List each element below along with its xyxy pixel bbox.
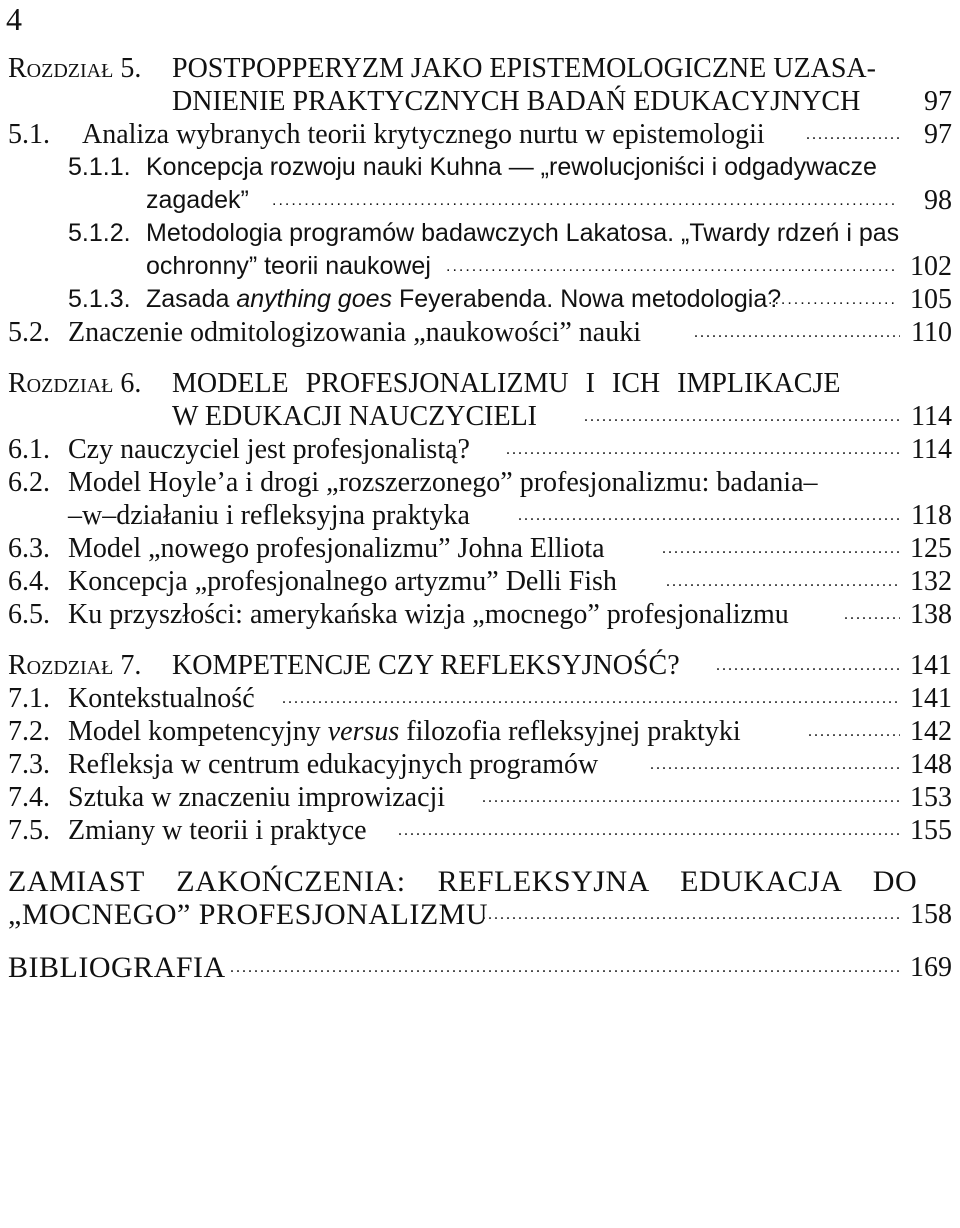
toc-section-5-1 [0,118,960,151]
chapter-title: KOMPETENCJE CZY REFLEKSYJNOŚĆ? [172,650,680,681]
page-ref: 114 [911,434,952,465]
leader-dots [662,532,900,565]
section-number: 5.1. [8,119,50,150]
toc-subsection-5-1-1-cont [0,184,960,217]
toc-section-7-1 [0,682,960,715]
page-ref: 153 [910,782,952,813]
section-title-cont: ochronny” teorii naukowej [146,252,431,280]
chapter-title: MODELE PROFESJONALIZMU I ICH IMPLIKACJE [172,368,841,399]
toc-section-6-2 [0,466,960,499]
toc-conclusion-cont [0,898,960,931]
page-ref: 97 [924,86,952,117]
leader-dots [482,781,900,814]
title-part: Feyerabenda. Nowa metodologia? [392,285,782,313]
page-ref: 141 [910,650,952,681]
leader-dots [446,250,898,283]
leader-dots [398,814,900,847]
section-number: 7.1. [8,683,50,714]
leader-dots [584,400,900,433]
title-italic: versus [327,716,400,747]
toc-section-6-2-cont [0,499,960,532]
leader-dots [506,433,900,466]
toc-section-5-2 [0,316,960,349]
section-title: Zmiany w teorii i praktyce [68,815,367,846]
section-number: 6.5. [8,599,50,630]
page-ref: 114 [911,401,952,432]
section-title: Refleksja w centrum edukacyjnych programów [68,749,599,780]
toc-section-7-4 [0,781,960,814]
page-ref: 110 [911,317,952,348]
spacer [0,931,960,951]
section-number: 6.1. [8,434,50,465]
toc-subsection-5-1-2-cont [0,250,960,283]
leader-dots [230,951,900,984]
page-ref: 98 [924,185,952,216]
toc-subsection-5-1-2 [0,217,960,250]
leader-dots [694,316,900,349]
page-ref: 169 [910,952,952,983]
page-ref: 141 [910,683,952,714]
section-title: Sztuka w znaczeniu improwizacji [68,782,446,813]
section-title-cont: zagadek” [146,186,249,214]
section-title: Metodologia programów badawczych Lakatosa. „Twardy rdzeń i pas [146,219,900,247]
section-number: 5.1.2. [68,219,131,247]
toc-section-6-4 [0,565,960,598]
section-title [68,715,741,748]
toc-chapter-7 [0,649,960,682]
table-of-contents [0,52,960,984]
section-title: Model „nowego profesjonalizmu” Johna Elliota [68,533,605,564]
title-part: filozofia refleksyjnej praktyki [399,716,741,747]
section-title: Model Hoyle’a i drogi „rozszerzonego” profesjonalizmu: badania– [68,467,818,498]
spacer [0,631,960,649]
toc-chapter-5-cont [0,85,960,118]
chapter-title: POSTPOPPERYZM JAKO EPISTEMOLOGICZNE UZASA- [172,53,876,84]
leader-dots [806,118,902,151]
conclusion-title-cont: „MOCNEGO” PROFESJONALIZMU [8,898,489,931]
section-number: 7.2. [8,716,50,747]
page-ref: 102 [910,251,952,282]
title-part: Model kompetencyjny [68,716,328,747]
leader-dots [666,565,900,598]
toc-conclusion [0,865,960,898]
toc-chapter-5 [0,52,960,85]
section-number: 7.4. [8,782,50,813]
section-number: 6.4. [8,566,50,597]
conclusion-title: ZAMIAST ZAKOŃCZENIA: REFLEKSYJNA EDUKACJA DO [8,865,918,898]
page-ref: 148 [910,749,952,780]
toc-chapter-6 [0,367,960,400]
chapter-label: Rozdział 5. [8,53,142,84]
section-title: Koncepcja rozwoju nauki Kuhna — „rewolucjoniści i odgadywacze [146,153,877,181]
title-part: Zasada [146,285,237,313]
toc-section-7-3 [0,748,960,781]
section-title: Koncepcja „profesjonalnego artyzmu” Delli Fish [68,566,617,597]
toc-chapter-6-cont [0,400,960,433]
spacer [0,349,960,367]
section-number: 5.2. [8,317,50,348]
section-title: Ku przyszłości: amerykańska wizja „mocnego” profesjonalizmu [68,599,789,630]
section-number: 5.1.3. [68,285,131,313]
chapter-label: Rozdział 6. [8,368,142,399]
page-ref: 142 [910,716,952,747]
page-ref: 125 [910,533,952,564]
toc-section-7-5 [0,814,960,847]
page-ref: 138 [910,599,952,630]
page-ref: 118 [911,500,952,531]
toc-section-6-5 [0,598,960,631]
section-title: Kontekstualność [68,683,255,714]
section-number: 5.1.1. [68,153,131,181]
chapter-title-cont: W EDUKACJI NAUCZYCIELI [172,401,537,432]
leader-dots [716,649,900,682]
leader-dots [518,499,900,532]
title-italic: anything goes [236,285,393,313]
toc-bibliography [0,951,960,984]
page-ref: 105 [910,284,952,315]
section-title: Czy nauczyciel jest profesjonalistą? [68,434,470,465]
leader-dots [650,748,900,781]
toc-section-6-1 [0,433,960,466]
spacer [0,847,960,865]
leader-dots [482,898,900,931]
page-number: 4 [6,1,22,37]
section-title [146,283,781,316]
section-title: Analiza wybranych teorii krytycznego nurtu w epistemologii [82,119,765,150]
page-ref: 132 [910,566,952,597]
bibliography-title: BIBLIOGRAFIA [8,951,226,984]
page-ref: 155 [910,815,952,846]
page-ref: 158 [910,899,952,930]
section-title-cont: –w–działaniu i refleksyjna praktyka [68,500,470,531]
chapter-label: Rozdział 7. [8,650,142,681]
page-ref: 97 [924,119,952,150]
leader-dots [844,598,900,631]
toc-section-7-2 [0,715,960,748]
leader-dots [272,184,896,217]
toc-section-6-3 [0,532,960,565]
leader-dots [808,715,900,748]
section-number: 7.3. [8,749,50,780]
section-title: Znaczenie odmitologizowania „naukowości” nauki [68,317,642,348]
leader-dots [768,283,896,316]
section-number: 6.2. [8,467,50,498]
chapter-title-cont: DNIENIE PRAKTYCZNYCH BADAŃ EDUKACYJNYCH [172,86,861,117]
leader-dots [282,682,900,715]
toc-subsection-5-1-3 [0,283,960,316]
section-number: 6.3. [8,533,50,564]
section-number: 7.5. [8,815,50,846]
toc-subsection-5-1-1 [0,151,960,184]
